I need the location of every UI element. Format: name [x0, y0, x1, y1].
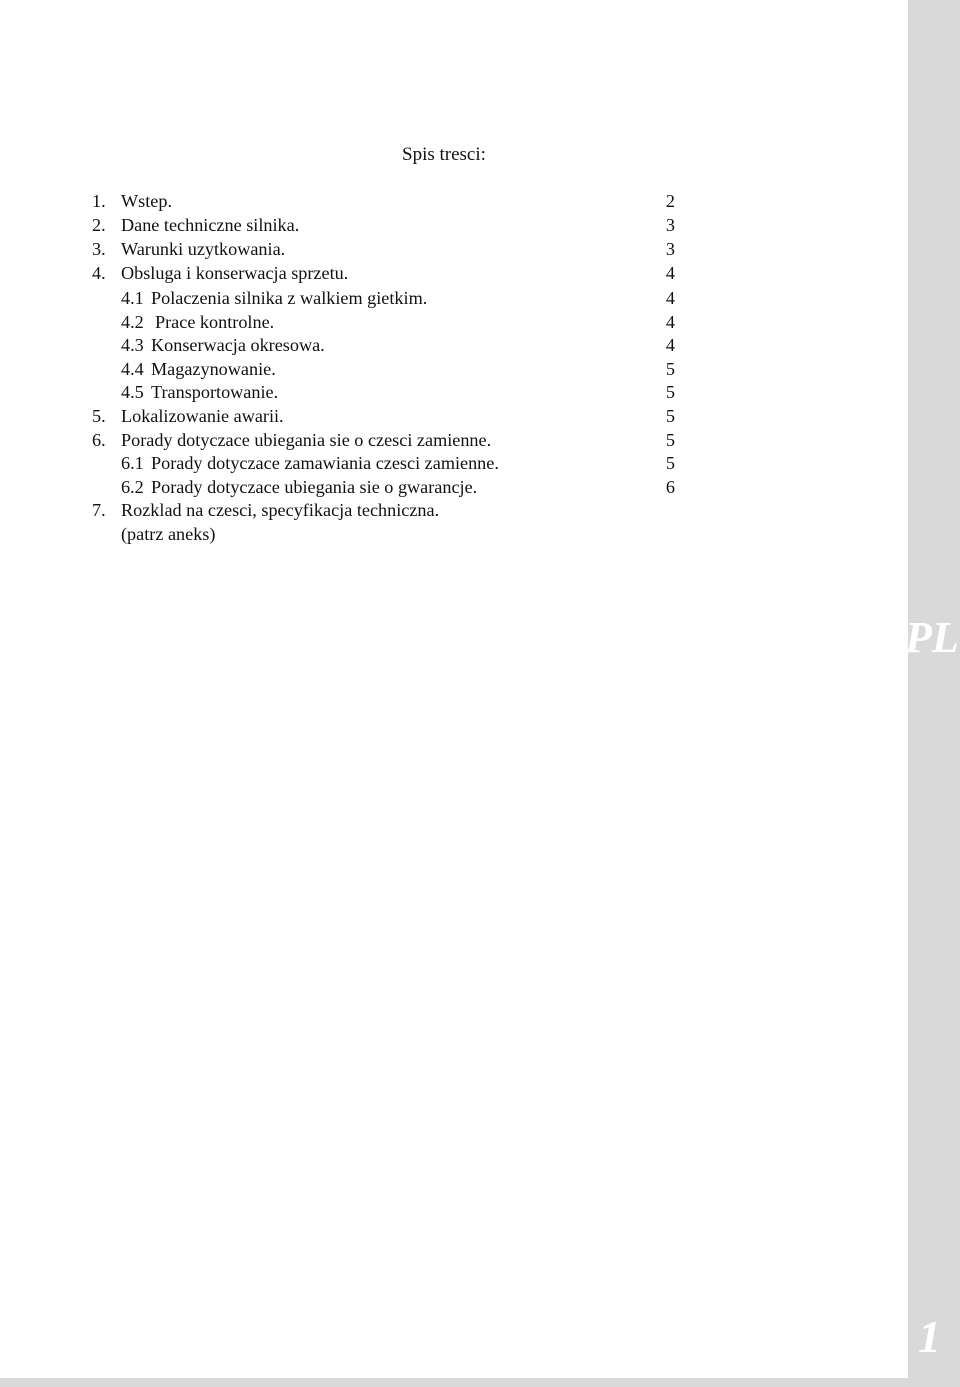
toc-entry-number: 1. [92, 191, 106, 211]
toc-entry [0, 475, 908, 499]
toc-entry-page: 3 [665, 215, 675, 235]
sidebar-band [908, 0, 960, 1387]
toc-entry-page: 5 [665, 453, 675, 473]
toc-entry [0, 261, 908, 285]
toc-entry-title: Polaczenia silnika z walkiem gietkim. [151, 288, 428, 308]
toc-entry-title: Magazynowanie. [151, 359, 276, 379]
toc-entry-number: 7. [92, 500, 106, 520]
toc-entry-page: 5 [665, 430, 675, 450]
footer-title: NAPED SPALINOWY SERIA VG [168, 1349, 464, 1371]
toc-entry-title: Konserwacja okresowa. [151, 335, 325, 355]
toc-entry [0, 213, 908, 237]
toc-entry [0, 380, 908, 404]
toc-entry-title: Prace kontrolne. [155, 312, 275, 332]
toc-entry [0, 286, 908, 310]
toc-entry-number: 4.5 [121, 382, 144, 402]
toc-entry-title: (patrz aneks) [121, 524, 216, 544]
toc-entry-page: 5 [665, 382, 675, 402]
footer-band [0, 1378, 960, 1387]
toc-entry-page: 5 [665, 406, 675, 426]
toc-entry-number: 4.1 [121, 288, 144, 308]
toc-entry-number: 5. [92, 406, 106, 426]
toc-entry-title: Obsluga i konserwacja sprzetu. [121, 263, 349, 283]
toc-heading: Spis tresci: [402, 144, 486, 165]
toc-entry-number: 6. [92, 430, 106, 450]
toc-entry [0, 310, 908, 334]
toc-entry-page: 4 [665, 288, 675, 308]
toc-entry-page: 4 [665, 335, 675, 355]
toc-entry [0, 333, 908, 357]
toc-entry-number: 6.1 [121, 453, 144, 473]
toc-entry-title: Warunki uzytkowania. [121, 239, 286, 259]
toc-entry-title: Lokalizowanie awarii. [121, 406, 284, 426]
toc-entry-title: Wstep. [121, 191, 173, 211]
toc-entry-number: 3. [92, 239, 106, 259]
toc-entry-number: 4. [92, 263, 106, 283]
toc-entry [0, 404, 908, 428]
toc-entry-number: 4.2 [121, 312, 144, 332]
toc-entry-page: 4 [665, 312, 675, 332]
toc-entry-number: 2. [92, 215, 106, 235]
toc-entry-title: Porady dotyczace zamawiania czesci zamienne. [151, 453, 499, 473]
toc-entry-page: 3 [665, 239, 675, 259]
toc-entry-page: 6 [665, 477, 675, 497]
toc-entry-number: 4.4 [121, 359, 144, 379]
toc-entry [0, 522, 908, 546]
toc-entry-page: 4 [665, 263, 675, 283]
toc-entry-page: 2 [665, 191, 675, 211]
toc-entry-title: Porady dotyczace ubiegania sie o gwarancje. [151, 477, 478, 497]
toc-entry-number: 6.2 [121, 477, 144, 497]
toc-entry-title: Transportowanie. [151, 382, 279, 402]
toc-entry [0, 451, 908, 475]
toc-entry [0, 428, 908, 452]
toc-entry-title: Porady dotyczace ubiegania sie o czesci zamienne. [121, 430, 492, 450]
language-tag: PL [905, 613, 959, 662]
toc-entry [0, 357, 908, 381]
toc-entry-title: Dane techniczne silnika. [121, 215, 300, 235]
toc-entry-number: 4.3 [121, 335, 144, 355]
page-number: 1 [918, 1311, 941, 1362]
table-of-contents [0, 0, 908, 600]
toc-entry-title: Rozklad na czesci, specyfikacja techniczna. [121, 500, 440, 520]
toc-entry [0, 189, 908, 213]
toc-entry-page: 5 [665, 359, 675, 379]
toc-entry [0, 498, 908, 522]
toc-entry [0, 237, 908, 261]
